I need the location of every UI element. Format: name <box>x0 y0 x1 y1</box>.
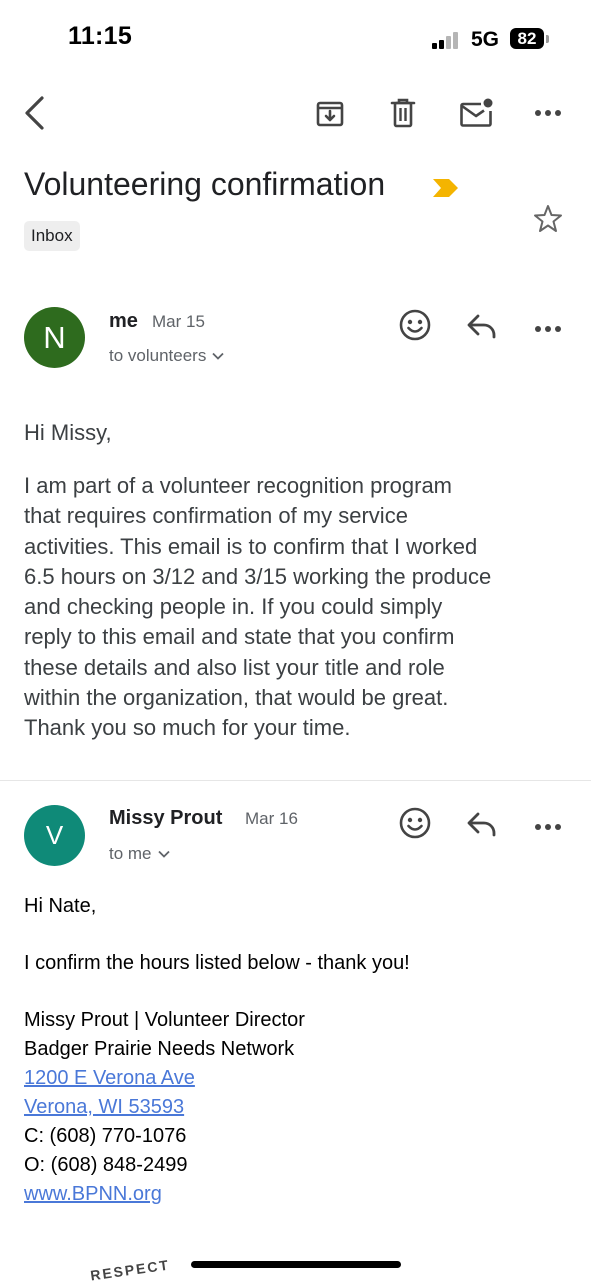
email-signature <box>24 1006 524 1209</box>
message-body: I confirm the hours listed below - thank you! <box>24 952 410 974</box>
message-divider <box>0 780 591 781</box>
battery-tip <box>546 35 549 43</box>
back-arrow-icon[interactable] <box>18 95 50 131</box>
mark-unread-icon[interactable] <box>458 96 496 130</box>
avatar-letter: N <box>43 319 66 355</box>
message-more-icon[interactable] <box>534 818 562 836</box>
body-line: these details and also list your title and role <box>24 654 445 680</box>
avatar[interactable] <box>24 307 85 368</box>
message-more-icon[interactable] <box>534 320 562 338</box>
star-icon[interactable] <box>532 203 564 240</box>
sender-name: Missy Prout <box>109 807 223 829</box>
avatar[interactable] <box>24 805 85 866</box>
emoji-react-icon[interactable] <box>398 308 432 347</box>
body-line: within the organization, that would be great. <box>24 685 449 711</box>
sender-name: me <box>109 310 138 332</box>
more-icon[interactable] <box>532 102 564 124</box>
reply-icon[interactable] <box>466 313 498 344</box>
body-line: and checking people in. If you could simply <box>24 594 443 620</box>
important-marker-icon[interactable] <box>432 178 460 203</box>
trash-icon[interactable] <box>387 96 419 130</box>
organization-logo: RESPECT <box>89 1256 171 1284</box>
email-subject: Volunteering confirmation <box>24 166 386 202</box>
website-link[interactable]: www.BPNN.org <box>24 1183 162 1205</box>
message-body <box>24 471 584 744</box>
battery-icon: 82 <box>510 28 544 49</box>
chevron-down-icon <box>158 850 170 858</box>
recipients-toggle[interactable] <box>109 346 224 366</box>
body-line: that requires confirmation of my service <box>24 503 408 529</box>
recipients-toggle[interactable] <box>109 844 170 864</box>
body-line: 6.5 hours on 3/12 and 3/15 working the produce <box>24 563 492 589</box>
reply-icon[interactable] <box>466 811 498 842</box>
signature-name-title: Missy Prout | Volunteer Director <box>24 1009 305 1031</box>
recipients-label: to volunteers <box>109 346 207 365</box>
status-time: 11:15 <box>68 22 133 50</box>
body-line: Thank you so much for your time. <box>24 715 351 741</box>
emoji-react-icon[interactable] <box>398 806 432 845</box>
avatar-letter: V <box>45 820 64 850</box>
message-greeting: Hi Nate, <box>24 895 97 917</box>
network-label: 5G <box>471 28 500 51</box>
body-line: activities. This email is to confirm that I worked <box>24 533 478 559</box>
message-date: Mar 15 <box>152 312 205 331</box>
address-link[interactable]: 1200 E Verona Ave <box>24 1067 195 1089</box>
signature-cell-phone: C: (608) 770-1076 <box>24 1125 187 1147</box>
signature-office-phone: O: (608) 848-2499 <box>24 1154 188 1176</box>
inbox-label-chip[interactable]: Inbox <box>24 221 80 251</box>
chevron-down-icon <box>212 352 224 360</box>
recipients-label: to me <box>109 844 152 863</box>
signal-icon <box>432 31 464 49</box>
archive-icon[interactable] <box>314 97 346 129</box>
body-line: reply to this email and state that you confirm <box>24 624 455 650</box>
address-link[interactable]: Verona, WI 53593 <box>24 1096 185 1118</box>
signature-organization: Badger Prairie Needs Network <box>24 1038 295 1060</box>
message-greeting: Hi Missy, <box>24 420 112 445</box>
body-line: I am part of a volunteer recognition program <box>24 473 453 498</box>
message-date: Mar 16 <box>245 809 298 828</box>
home-indicator[interactable] <box>191 1261 401 1268</box>
